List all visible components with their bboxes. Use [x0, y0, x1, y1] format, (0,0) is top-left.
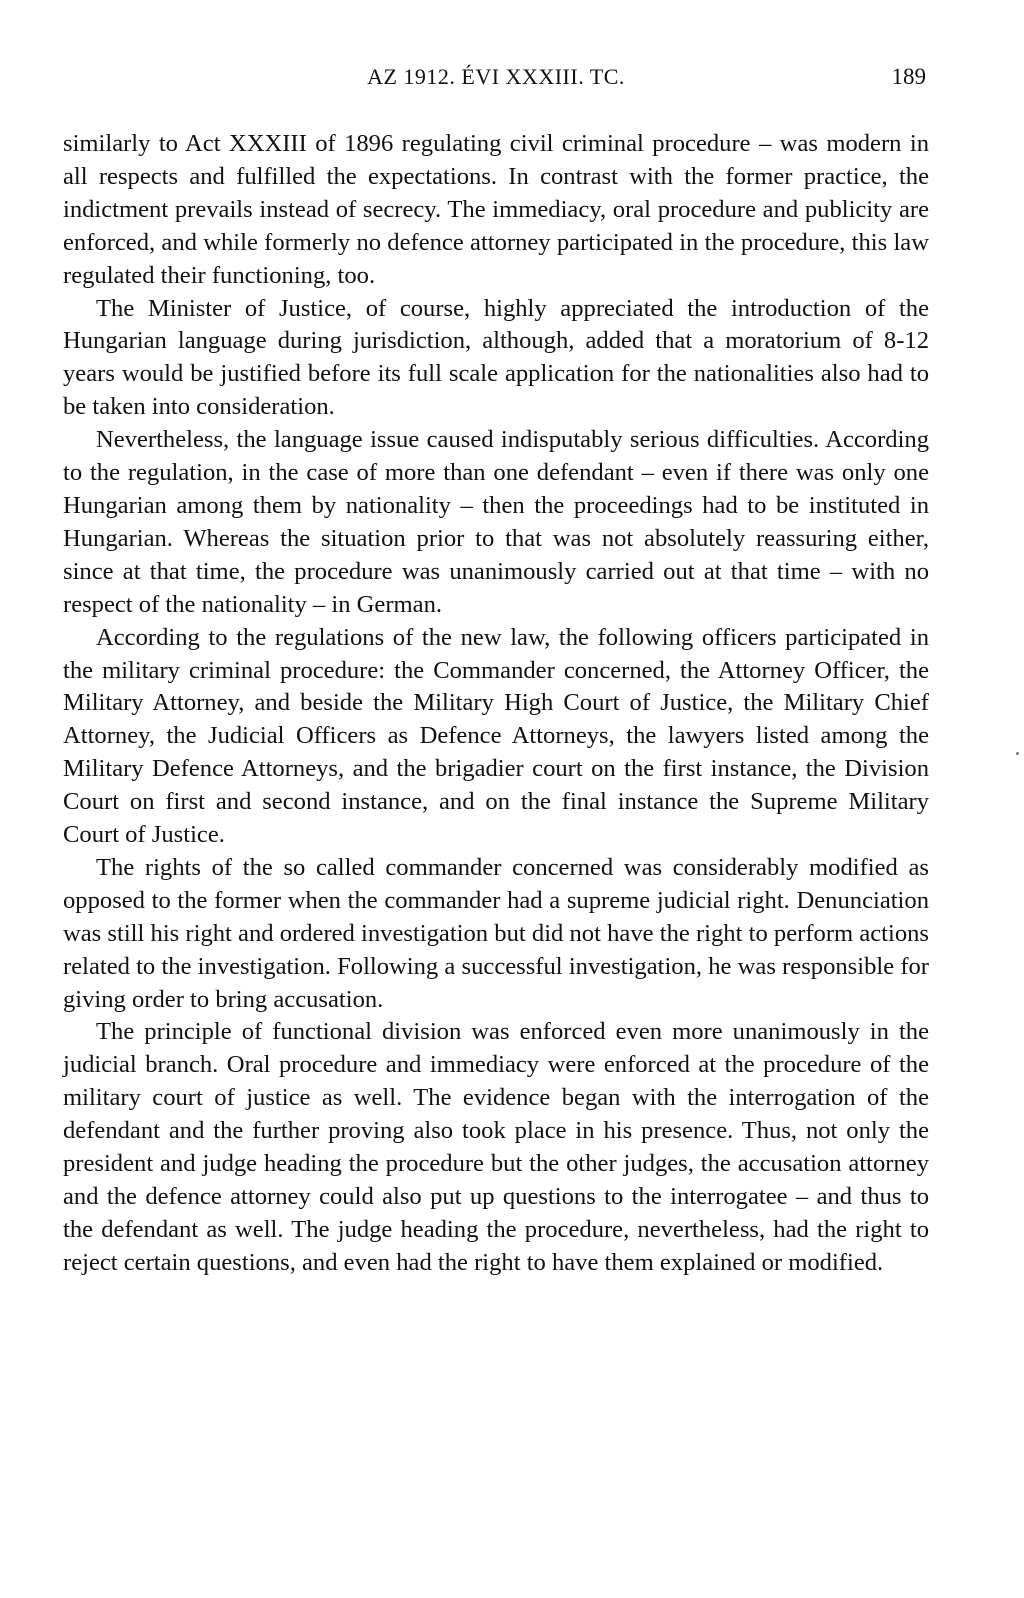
- paragraph-3: Nevertheless, the language issue caused indisputably serious difficulties. According to the regulation, in the case of more than one defendant – even if there was only one Hungarian among them by nationality – then the proceedings had to be instituted in Hungarian. Whereas the situation prior to that was not absolutely reassuring either, since at that time, the procedure was unanimously carried out at that time – with no respect of the nationality – in German.: [63, 426, 929, 618]
- paragraph-1: similarly to Act XXXIII of 1896 regulating civil criminal procedure – was modern in all respects and fulfilled the expectations. In contrast with the former practice, the indictment prevails instead of secrecy. The immediacy, oral procedure and publicity are enforced, and while formerly no defence attorney participated in the procedure, this law regulated their functioning, too.: [63, 130, 929, 289]
- paragraph-4: According to the regulations of the new law, the following officers participated in the military criminal procedure: the Commander concerned, the Attorney Officer, the Military Attorney, and beside the Military High Court of Justice, the Military Chief Attorney, the Judicial Officers as Defence Attorneys, the lawyers listed among the Military Defence Attorneys, and the brigadier court on the first instance, the Division Court on first and second instance, and on the final instance the Supreme Military Court of Justice.: [63, 623, 929, 849]
- paragraph-6: The principle of functional division was enforced even more unanimously in the judicial branch. Oral procedure and immediacy were enforced at the procedure of the military court of justice as well. The evidence began with the interrogation of the defendant and the further proving also took place in his presence. Thus, not only the president and judge heading the procedure but the other judges, the accusation attorney and the defence attorney could also put up questions to the interrogatee – and thus to the defendant as well. The judge heading the procedure, nevertheless, had the right to reject certain questions, and even had the right to have them explained or modified.: [63, 1018, 929, 1276]
- header-title: AZ 1912. ÉVI XXXIII. TC.: [367, 64, 625, 89]
- margin-speck: [1016, 752, 1019, 755]
- body-text: [63, 128, 929, 1280]
- running-header: [66, 60, 926, 90]
- paragraph-5: The rights of the so called commander concerned was considerably modified as opposed to the former when the commander had a supreme judicial right. Denunciation was still his right and ordered investigation but did not have the right to perform actions related to the investigation. Following a successful investigation, he was responsible for giving order to bring accusation.: [63, 853, 929, 1013]
- paragraph-2: The Minister of Justice, of course, highly appreciated the introduction of the Hungarian language during jurisdiction, although, added that a moratorium of 8-12 years would be justified before its full scale application for the nationalities also had to be taken into consideration.: [63, 294, 929, 421]
- page-number: 189: [891, 64, 926, 89]
